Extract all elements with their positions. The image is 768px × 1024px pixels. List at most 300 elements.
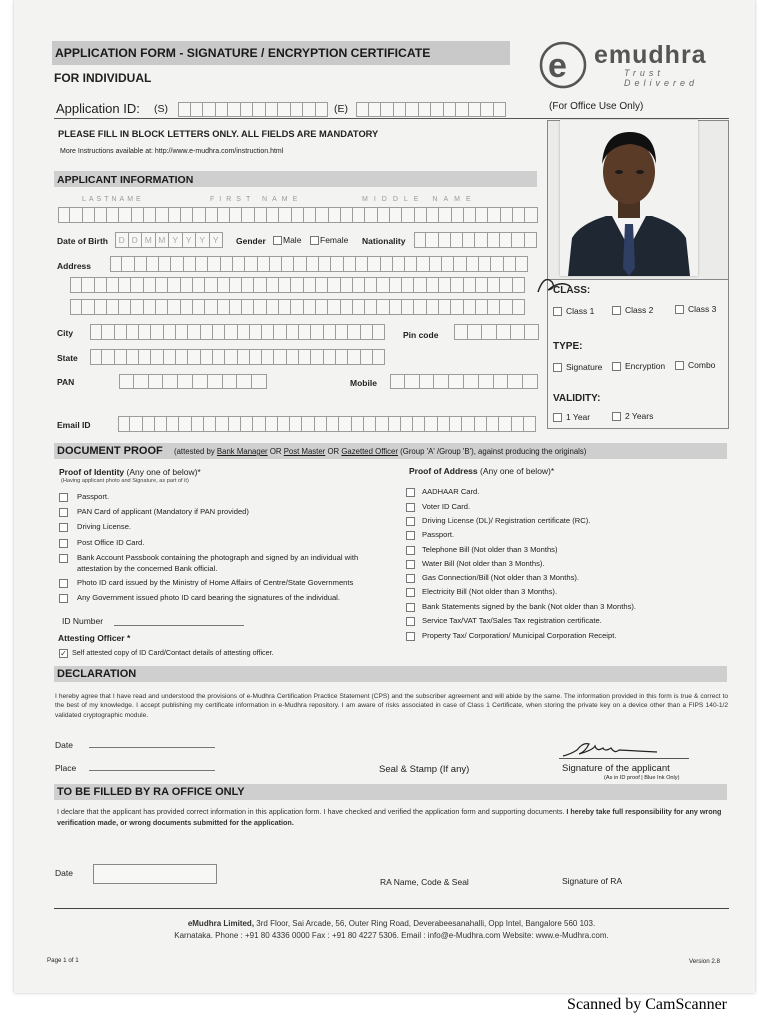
input-box[interactable] bbox=[270, 256, 282, 272]
input-box[interactable] bbox=[481, 102, 494, 117]
identity-proof-item[interactable] bbox=[59, 578, 389, 589]
validity-1year-option[interactable] bbox=[553, 412, 590, 422]
input-box[interactable] bbox=[196, 256, 208, 272]
input-box[interactable] bbox=[377, 299, 389, 315]
input-box[interactable] bbox=[168, 277, 180, 293]
input-box[interactable] bbox=[132, 207, 144, 223]
input-box[interactable] bbox=[304, 277, 316, 293]
input-box[interactable] bbox=[369, 102, 382, 117]
input-box[interactable] bbox=[464, 299, 476, 315]
input-box[interactable] bbox=[110, 256, 122, 272]
input-box[interactable] bbox=[191, 102, 204, 117]
input-box[interactable] bbox=[512, 416, 524, 432]
input-box[interactable] bbox=[500, 299, 512, 315]
input-box[interactable] bbox=[390, 207, 402, 223]
input-box[interactable] bbox=[316, 207, 328, 223]
input-box[interactable] bbox=[216, 102, 229, 117]
input-box[interactable] bbox=[193, 299, 205, 315]
input-box[interactable] bbox=[229, 416, 241, 432]
class1-checkbox[interactable] bbox=[553, 307, 562, 316]
application-id-e-boxes[interactable] bbox=[356, 102, 506, 117]
input-box[interactable] bbox=[311, 324, 323, 340]
input-box[interactable] bbox=[171, 256, 183, 272]
input-box[interactable] bbox=[241, 102, 254, 117]
input-box[interactable] bbox=[419, 102, 432, 117]
input-box[interactable] bbox=[262, 324, 274, 340]
input-box[interactable] bbox=[464, 374, 479, 389]
input-box[interactable] bbox=[238, 324, 250, 340]
input-box[interactable] bbox=[245, 256, 257, 272]
input-box[interactable] bbox=[258, 256, 270, 272]
input-box[interactable] bbox=[242, 207, 254, 223]
input-box[interactable] bbox=[500, 277, 512, 293]
identity-proof-item[interactable] bbox=[59, 593, 389, 604]
input-box[interactable] bbox=[439, 207, 451, 223]
input-box[interactable] bbox=[475, 232, 487, 248]
input-box[interactable] bbox=[201, 324, 213, 340]
dob-placeholder-box[interactable]: M bbox=[156, 232, 170, 248]
input-box[interactable] bbox=[208, 256, 220, 272]
address-proof-item[interactable] bbox=[406, 502, 470, 512]
input-box[interactable] bbox=[238, 349, 250, 365]
input-box[interactable] bbox=[95, 207, 107, 223]
input-box[interactable] bbox=[168, 299, 180, 315]
input-box[interactable] bbox=[364, 416, 376, 432]
class2-checkbox[interactable] bbox=[612, 306, 621, 315]
identity-proof-item[interactable] bbox=[59, 538, 389, 549]
input-box[interactable] bbox=[291, 299, 303, 315]
input-box[interactable] bbox=[131, 277, 143, 293]
input-box[interactable] bbox=[501, 207, 513, 223]
input-box[interactable] bbox=[115, 349, 127, 365]
email-boxes[interactable] bbox=[118, 416, 536, 432]
input-box[interactable] bbox=[267, 207, 279, 223]
input-box[interactable] bbox=[151, 349, 163, 365]
input-box[interactable] bbox=[390, 277, 402, 293]
input-box[interactable] bbox=[90, 349, 102, 365]
input-box[interactable] bbox=[230, 207, 242, 223]
application-id-s-boxes[interactable] bbox=[178, 102, 328, 117]
input-box[interactable] bbox=[143, 416, 155, 432]
input-box[interactable] bbox=[242, 277, 254, 293]
input-box[interactable] bbox=[426, 232, 438, 248]
input-box[interactable] bbox=[147, 256, 159, 272]
input-box[interactable] bbox=[479, 256, 491, 272]
dob-placeholder-box[interactable]: Y bbox=[183, 232, 197, 248]
dob-boxes[interactable] bbox=[115, 232, 223, 248]
input-box[interactable] bbox=[282, 256, 294, 272]
input-box[interactable] bbox=[479, 374, 494, 389]
input-box[interactable] bbox=[127, 349, 139, 365]
input-box[interactable] bbox=[241, 416, 253, 432]
input-box[interactable] bbox=[122, 256, 134, 272]
input-box[interactable] bbox=[454, 256, 466, 272]
input-box[interactable] bbox=[499, 416, 511, 432]
input-box[interactable] bbox=[405, 374, 420, 389]
input-box[interactable] bbox=[205, 277, 217, 293]
input-box[interactable] bbox=[353, 277, 365, 293]
input-box[interactable] bbox=[513, 299, 525, 315]
input-box[interactable] bbox=[442, 256, 454, 272]
input-box[interactable] bbox=[70, 277, 82, 293]
input-box[interactable] bbox=[402, 299, 414, 315]
input-box[interactable] bbox=[131, 299, 143, 315]
input-box[interactable] bbox=[452, 207, 464, 223]
input-box[interactable] bbox=[451, 232, 463, 248]
dob-placeholder-box[interactable]: D bbox=[129, 232, 143, 248]
input-box[interactable] bbox=[274, 324, 286, 340]
input-box[interactable] bbox=[365, 277, 377, 293]
address-proof-checkbox[interactable] bbox=[406, 517, 415, 526]
address-line3-boxes[interactable] bbox=[70, 299, 525, 315]
input-box[interactable] bbox=[233, 256, 245, 272]
input-box[interactable] bbox=[324, 324, 336, 340]
input-box[interactable] bbox=[203, 102, 216, 117]
input-box[interactable] bbox=[488, 207, 500, 223]
identity-proof-checkbox[interactable] bbox=[59, 523, 68, 532]
input-box[interactable] bbox=[468, 324, 482, 340]
input-box[interactable] bbox=[95, 277, 107, 293]
input-box[interactable] bbox=[169, 207, 181, 223]
address-proof-item[interactable] bbox=[406, 587, 557, 597]
input-box[interactable] bbox=[454, 324, 468, 340]
dob-placeholder-box[interactable]: Y bbox=[210, 232, 224, 248]
address-line1-boxes[interactable] bbox=[110, 256, 528, 272]
input-box[interactable] bbox=[464, 207, 476, 223]
input-box[interactable] bbox=[181, 207, 193, 223]
input-box[interactable] bbox=[107, 299, 119, 315]
attesting-officer-option[interactable] bbox=[59, 648, 274, 658]
input-box[interactable] bbox=[216, 416, 228, 432]
input-box[interactable] bbox=[139, 324, 151, 340]
input-box[interactable] bbox=[511, 324, 525, 340]
address-proof-item[interactable] bbox=[406, 516, 590, 526]
validity-2years-checkbox[interactable] bbox=[612, 412, 621, 421]
input-box[interactable] bbox=[413, 416, 425, 432]
input-box[interactable] bbox=[266, 416, 278, 432]
input-box[interactable] bbox=[102, 324, 114, 340]
address-proof-item[interactable] bbox=[406, 616, 602, 626]
input-box[interactable] bbox=[167, 416, 179, 432]
input-box[interactable] bbox=[525, 324, 539, 340]
input-box[interactable] bbox=[230, 299, 242, 315]
input-box[interactable] bbox=[328, 299, 340, 315]
input-box[interactable] bbox=[208, 374, 223, 389]
address-proof-checkbox[interactable] bbox=[406, 488, 415, 497]
signature-option[interactable] bbox=[553, 362, 602, 372]
dob-placeholder-box[interactable]: D bbox=[115, 232, 129, 248]
input-box[interactable] bbox=[164, 349, 176, 365]
dob-placeholder-box[interactable]: Y bbox=[196, 232, 210, 248]
ra-date-box[interactable] bbox=[93, 864, 217, 884]
input-box[interactable] bbox=[279, 277, 291, 293]
input-box[interactable] bbox=[144, 299, 156, 315]
input-box[interactable] bbox=[255, 207, 267, 223]
input-box[interactable] bbox=[482, 324, 496, 340]
input-box[interactable] bbox=[513, 207, 525, 223]
input-box[interactable] bbox=[70, 207, 82, 223]
input-box[interactable] bbox=[201, 349, 213, 365]
input-box[interactable] bbox=[427, 277, 439, 293]
state-boxes[interactable] bbox=[90, 349, 385, 365]
input-box[interactable] bbox=[504, 256, 516, 272]
input-box[interactable] bbox=[58, 207, 70, 223]
input-box[interactable] bbox=[82, 299, 94, 315]
input-box[interactable] bbox=[476, 277, 488, 293]
input-box[interactable] bbox=[494, 102, 507, 117]
input-box[interactable] bbox=[119, 299, 131, 315]
input-box[interactable] bbox=[250, 349, 262, 365]
input-box[interactable] bbox=[107, 277, 119, 293]
input-box[interactable] bbox=[181, 299, 193, 315]
input-box[interactable] bbox=[151, 324, 163, 340]
input-box[interactable] bbox=[316, 299, 328, 315]
input-box[interactable] bbox=[218, 277, 230, 293]
input-box[interactable] bbox=[425, 416, 437, 432]
input-box[interactable] bbox=[213, 324, 225, 340]
input-box[interactable] bbox=[70, 299, 82, 315]
input-box[interactable] bbox=[119, 374, 134, 389]
input-box[interactable] bbox=[525, 232, 537, 248]
input-box[interactable] bbox=[291, 277, 303, 293]
input-box[interactable] bbox=[336, 349, 348, 365]
dob-placeholder-box[interactable]: Y bbox=[169, 232, 183, 248]
input-box[interactable] bbox=[193, 207, 205, 223]
input-box[interactable] bbox=[193, 374, 208, 389]
encryption-option[interactable] bbox=[612, 361, 665, 371]
input-box[interactable] bbox=[307, 256, 319, 272]
address-proof-item[interactable] bbox=[406, 545, 558, 555]
input-box[interactable] bbox=[414, 299, 426, 315]
input-box[interactable] bbox=[287, 349, 299, 365]
input-box[interactable] bbox=[82, 277, 94, 293]
input-box[interactable] bbox=[179, 416, 191, 432]
validity-1year-checkbox[interactable] bbox=[553, 413, 562, 422]
input-box[interactable] bbox=[344, 256, 356, 272]
input-box[interactable] bbox=[311, 349, 323, 365]
input-box[interactable] bbox=[414, 277, 426, 293]
input-box[interactable] bbox=[156, 299, 168, 315]
input-box[interactable] bbox=[144, 277, 156, 293]
input-box[interactable] bbox=[316, 277, 328, 293]
identity-proof-checkbox[interactable] bbox=[59, 539, 68, 548]
input-box[interactable] bbox=[178, 102, 191, 117]
input-box[interactable] bbox=[254, 277, 266, 293]
input-box[interactable] bbox=[353, 299, 365, 315]
input-box[interactable] bbox=[405, 256, 417, 272]
declaration-place-line[interactable] bbox=[89, 770, 215, 771]
input-box[interactable] bbox=[381, 102, 394, 117]
input-box[interactable] bbox=[415, 207, 427, 223]
input-box[interactable] bbox=[119, 277, 131, 293]
input-box[interactable] bbox=[488, 277, 500, 293]
input-box[interactable] bbox=[225, 349, 237, 365]
input-box[interactable] bbox=[178, 374, 193, 389]
input-box[interactable] bbox=[381, 256, 393, 272]
input-box[interactable] bbox=[365, 207, 377, 223]
input-box[interactable] bbox=[90, 324, 102, 340]
input-box[interactable] bbox=[513, 277, 525, 293]
input-box[interactable] bbox=[319, 256, 331, 272]
input-box[interactable] bbox=[352, 416, 364, 432]
input-box[interactable] bbox=[341, 207, 353, 223]
input-box[interactable] bbox=[329, 207, 341, 223]
input-box[interactable] bbox=[316, 102, 329, 117]
class1-option[interactable] bbox=[553, 306, 594, 316]
input-box[interactable] bbox=[449, 374, 464, 389]
input-box[interactable] bbox=[516, 256, 528, 272]
input-box[interactable] bbox=[464, 277, 476, 293]
address-proof-item[interactable] bbox=[406, 559, 545, 569]
input-box[interactable] bbox=[434, 374, 449, 389]
input-box[interactable] bbox=[476, 299, 488, 315]
input-box[interactable] bbox=[467, 256, 479, 272]
input-box[interactable] bbox=[376, 416, 388, 432]
input-box[interactable] bbox=[444, 102, 457, 117]
input-box[interactable] bbox=[394, 102, 407, 117]
gender-female-option[interactable] bbox=[310, 235, 348, 245]
input-box[interactable] bbox=[279, 207, 291, 223]
identity-proof-checkbox[interactable] bbox=[59, 579, 68, 588]
input-box[interactable] bbox=[427, 299, 439, 315]
input-box[interactable] bbox=[494, 374, 509, 389]
city-boxes[interactable] bbox=[90, 324, 385, 340]
address-proof-checkbox[interactable] bbox=[406, 531, 415, 540]
input-box[interactable] bbox=[508, 374, 523, 389]
identity-proof-checkbox[interactable] bbox=[59, 594, 68, 603]
address-line2-boxes[interactable] bbox=[70, 277, 525, 293]
input-box[interactable] bbox=[491, 256, 503, 272]
input-box[interactable] bbox=[339, 416, 351, 432]
input-box[interactable] bbox=[393, 256, 405, 272]
input-box[interactable] bbox=[299, 324, 311, 340]
input-box[interactable] bbox=[353, 207, 365, 223]
input-box[interactable] bbox=[156, 207, 168, 223]
input-box[interactable] bbox=[356, 256, 368, 272]
input-box[interactable] bbox=[462, 416, 474, 432]
input-box[interactable] bbox=[266, 102, 279, 117]
input-box[interactable] bbox=[451, 277, 463, 293]
input-box[interactable] bbox=[221, 256, 233, 272]
input-box[interactable] bbox=[225, 324, 237, 340]
input-box[interactable] bbox=[292, 207, 304, 223]
address-proof-checkbox[interactable] bbox=[406, 574, 415, 583]
identity-proof-item[interactable] bbox=[59, 507, 389, 518]
input-box[interactable] bbox=[188, 349, 200, 365]
address-proof-item[interactable] bbox=[406, 573, 579, 583]
input-box[interactable] bbox=[341, 277, 353, 293]
address-proof-item[interactable] bbox=[406, 487, 479, 497]
input-box[interactable] bbox=[414, 232, 426, 248]
input-box[interactable] bbox=[439, 299, 451, 315]
input-box[interactable] bbox=[302, 416, 314, 432]
identity-proof-checkbox[interactable] bbox=[59, 493, 68, 502]
input-box[interactable] bbox=[475, 416, 487, 432]
input-box[interactable] bbox=[304, 299, 316, 315]
input-box[interactable] bbox=[181, 277, 193, 293]
address-proof-checkbox[interactable] bbox=[406, 632, 415, 641]
input-box[interactable] bbox=[250, 324, 262, 340]
input-box[interactable] bbox=[331, 256, 343, 272]
input-box[interactable] bbox=[274, 349, 286, 365]
input-box[interactable] bbox=[213, 349, 225, 365]
address-proof-checkbox[interactable] bbox=[406, 603, 415, 612]
input-box[interactable] bbox=[237, 374, 252, 389]
female-checkbox[interactable] bbox=[310, 236, 319, 245]
input-box[interactable] bbox=[328, 277, 340, 293]
input-box[interactable] bbox=[336, 324, 348, 340]
input-box[interactable] bbox=[402, 277, 414, 293]
input-box[interactable] bbox=[417, 256, 429, 272]
input-box[interactable] bbox=[294, 256, 306, 272]
input-box[interactable] bbox=[341, 299, 353, 315]
input-box[interactable] bbox=[378, 207, 390, 223]
input-box[interactable] bbox=[253, 102, 266, 117]
input-box[interactable] bbox=[139, 349, 151, 365]
signature-checkbox[interactable] bbox=[553, 363, 562, 372]
id-number-line[interactable] bbox=[114, 625, 244, 626]
combo-checkbox[interactable] bbox=[675, 361, 684, 370]
input-box[interactable] bbox=[267, 299, 279, 315]
input-box[interactable] bbox=[290, 416, 302, 432]
input-box[interactable] bbox=[115, 324, 127, 340]
input-box[interactable] bbox=[163, 374, 178, 389]
input-box[interactable] bbox=[95, 299, 107, 315]
input-box[interactable] bbox=[401, 416, 413, 432]
address-proof-checkbox[interactable] bbox=[406, 503, 415, 512]
address-proof-item[interactable] bbox=[406, 602, 636, 612]
input-box[interactable] bbox=[230, 277, 242, 293]
input-box[interactable] bbox=[348, 324, 360, 340]
combo-option[interactable] bbox=[675, 360, 715, 370]
pincode-boxes[interactable] bbox=[454, 324, 539, 340]
input-box[interactable] bbox=[118, 416, 130, 432]
input-box[interactable] bbox=[439, 277, 451, 293]
address-proof-checkbox[interactable] bbox=[406, 588, 415, 597]
input-box[interactable] bbox=[402, 207, 414, 223]
class3-option[interactable] bbox=[675, 304, 716, 314]
input-box[interactable] bbox=[127, 324, 139, 340]
input-box[interactable] bbox=[315, 416, 327, 432]
input-box[interactable] bbox=[368, 256, 380, 272]
pan-boxes[interactable] bbox=[119, 374, 267, 389]
input-box[interactable] bbox=[184, 256, 196, 272]
input-box[interactable] bbox=[155, 416, 167, 432]
input-box[interactable] bbox=[156, 277, 168, 293]
mobile-boxes[interactable] bbox=[390, 374, 538, 389]
input-box[interactable] bbox=[193, 277, 205, 293]
input-box[interactable] bbox=[497, 324, 511, 340]
input-box[interactable] bbox=[228, 102, 241, 117]
input-box[interactable] bbox=[373, 349, 385, 365]
male-checkbox[interactable] bbox=[273, 236, 282, 245]
input-box[interactable] bbox=[192, 416, 204, 432]
input-box[interactable] bbox=[291, 102, 304, 117]
input-box[interactable] bbox=[365, 299, 377, 315]
input-box[interactable] bbox=[164, 324, 176, 340]
dob-placeholder-box[interactable]: M bbox=[142, 232, 156, 248]
input-box[interactable] bbox=[487, 416, 499, 432]
input-box[interactable] bbox=[390, 374, 405, 389]
identity-proof-item[interactable] bbox=[59, 553, 389, 574]
input-box[interactable] bbox=[304, 207, 316, 223]
input-box[interactable] bbox=[488, 299, 500, 315]
input-box[interactable] bbox=[525, 207, 537, 223]
validity-2years-option[interactable] bbox=[612, 411, 653, 421]
input-box[interactable] bbox=[377, 277, 389, 293]
input-box[interactable] bbox=[430, 256, 442, 272]
address-proof-item[interactable] bbox=[406, 530, 454, 540]
